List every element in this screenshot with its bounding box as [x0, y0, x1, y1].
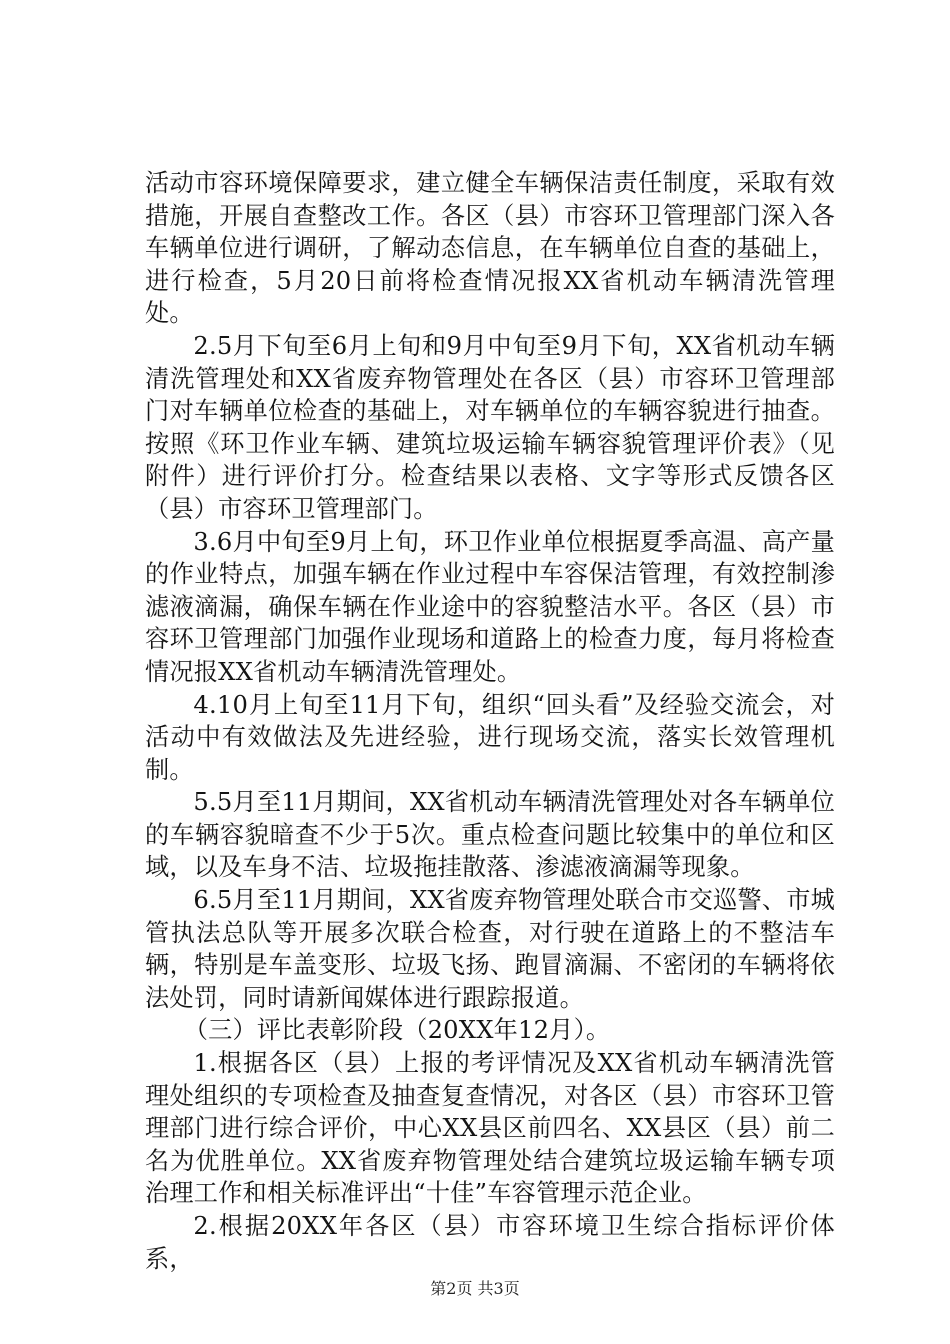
paragraph-item-3: 3.6月中旬至9月上旬，环卫作业单位根据夏季高温、高产量的作业特点，加强车辆在作业过程中车容保洁管理，有效控制渗滤液滴漏，确保车辆在作业途中的容貌整洁水平。各区（县）市容环卫管理部门加强作业现场和道路上的检查力度，每月将检查情况报XX省机动车辆清洗管理处。: [145, 527, 835, 686]
page-number-footer: 第2页 共3页: [430, 1279, 520, 1298]
paragraph-item-6: 6.5月至11月期间，XX省废弃物管理处联合市交巡警、市城管执法总队等开展多次联合检查，对行驶在道路上的不整洁车辆，特别是车盖变形、垃圾飞扬、跑冒滴漏、不密闭的车辆将依法处罚，同时请新闻媒体进行跟踪报道。: [145, 886, 835, 1012]
paragraph-item-5: 5.5月至11月期间，XX省机动车辆清洗管理处对各车辆单位的车辆容貌暗查不少于5次。重点检查问题比较集中的单位和区域，以及车身不洁、垃圾拖挂散落、渗滤液滴漏等现象。: [145, 788, 835, 882]
paragraph-award-2: 2.根据20XX年各区（县）市容环境卫生综合指标评价体系，: [145, 1212, 835, 1273]
paragraph-award-1: 1.根据各区（县）上报的考评情况及XX省机动车辆清洗管理处组织的专项检查及抽查复查情况，对各区（县）市容环卫管理部门进行综合评价，中心XX县区前四名、XX县区（县）前二名为优胜单位。XX省废弃物管理处结合建筑垃圾运输车辆专项治理工作和相关标准评出“十佳”车容管理示范企业。: [145, 1049, 835, 1208]
paragraph-item-2: 2.5月下旬至6月上旬和9月中旬至9月下旬，XX省机动车辆清洗管理处和XX省废弃物管理处在各区（县）市容环卫管理部门对车辆单位检查的基础上，对车辆单位的车辆容貌进行抽查。按照《环卫作业车辆、建筑垃圾运输车辆容貌管理评价表》（见附件）进行评价打分。检查结果以表格、文字等形式反馈各区（县）市容环卫管理部门。: [145, 331, 835, 523]
paragraph-continuation: 活动市容环境保障要求，建立健全车辆保洁责任制度，采取有效措施，开展自查整改工作。各区（县）市容环卫管理部门深入各车辆单位进行调研，了解动态信息，在车辆单位自查的基础上，进行检查，5月20日前将检查情况报XX省机动车辆清洗管理处。: [145, 169, 835, 328]
paragraph-item-4: 4.10月上旬至11月下旬，组织“回头看”及经验交流会，对活动中有效做法及先进经验，进行现场交流，落实长效管理机制。: [145, 690, 835, 784]
document-body: [145, 167, 835, 1275]
section-heading: （三）评比表彰阶段（20XX年12月）。: [183, 1016, 611, 1045]
